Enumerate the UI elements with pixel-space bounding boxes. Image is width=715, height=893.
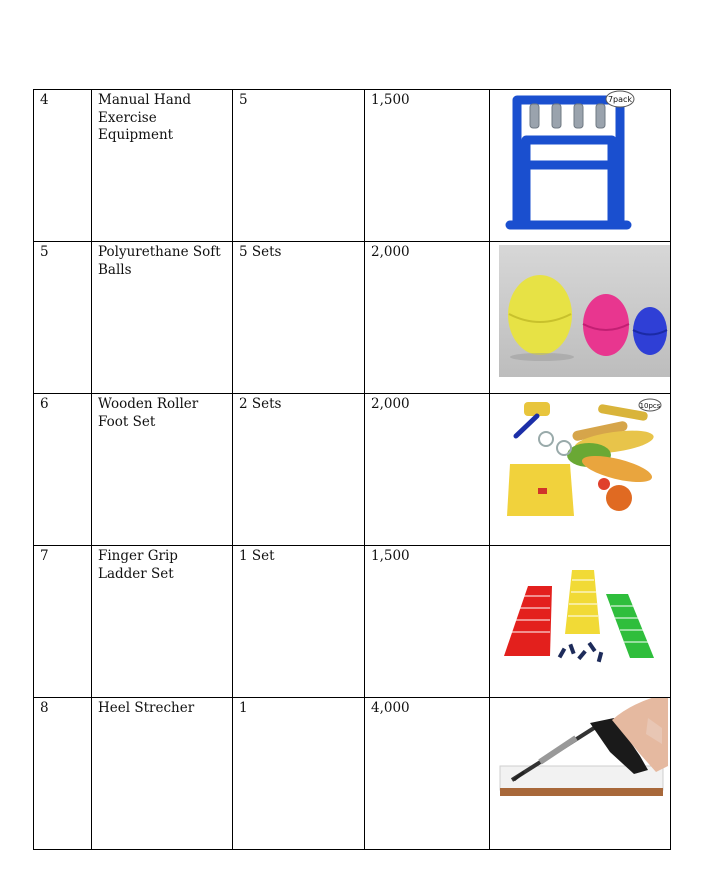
row-number: 4	[34, 90, 92, 242]
item-name: Polyurethane Soft Balls	[92, 242, 233, 394]
foot-roller-set-image	[490, 394, 670, 546]
hand-exercise-equipment-image	[490, 90, 670, 242]
item-name: Finger Grip Ladder Set	[92, 546, 233, 698]
item-image-cell	[490, 546, 671, 698]
item-quantity: 2 Sets	[233, 394, 365, 546]
pack-badge: 7pack	[607, 95, 633, 104]
soft-balls-image	[490, 242, 670, 394]
item-cost: 2,000	[365, 394, 490, 546]
item-name: Wooden Roller Foot Set	[92, 394, 233, 546]
equipment-table	[33, 89, 671, 850]
item-name: Manual Hand Exercise Equipment	[92, 90, 233, 242]
item-quantity: 5 Sets	[233, 242, 365, 394]
item-quantity: 1 Set	[233, 546, 365, 698]
row-number: 6	[34, 394, 92, 546]
item-name: Heel Strecher	[92, 698, 233, 850]
row-number: 5	[34, 242, 92, 394]
row-number: 8	[34, 698, 92, 850]
table-row	[34, 394, 671, 546]
item-image-cell	[490, 90, 671, 242]
item-image-cell	[490, 394, 671, 546]
row-number: 7	[34, 546, 92, 698]
finger-ladder-image	[490, 546, 670, 698]
item-image-cell	[490, 698, 671, 850]
item-quantity: 5	[233, 90, 365, 242]
pack-badge: 10pcs	[639, 402, 661, 410]
table-row	[34, 698, 671, 850]
item-cost: 1,500	[365, 90, 490, 242]
item-cost: 1,500	[365, 546, 490, 698]
table-row	[34, 242, 671, 394]
table-row	[34, 546, 671, 698]
heel-stretcher-image	[490, 698, 670, 850]
item-cost: 2,000	[365, 242, 490, 394]
item-image-cell	[490, 242, 671, 394]
table-row	[34, 90, 671, 242]
item-cost: 4,000	[365, 698, 490, 850]
item-quantity: 1	[233, 698, 365, 850]
